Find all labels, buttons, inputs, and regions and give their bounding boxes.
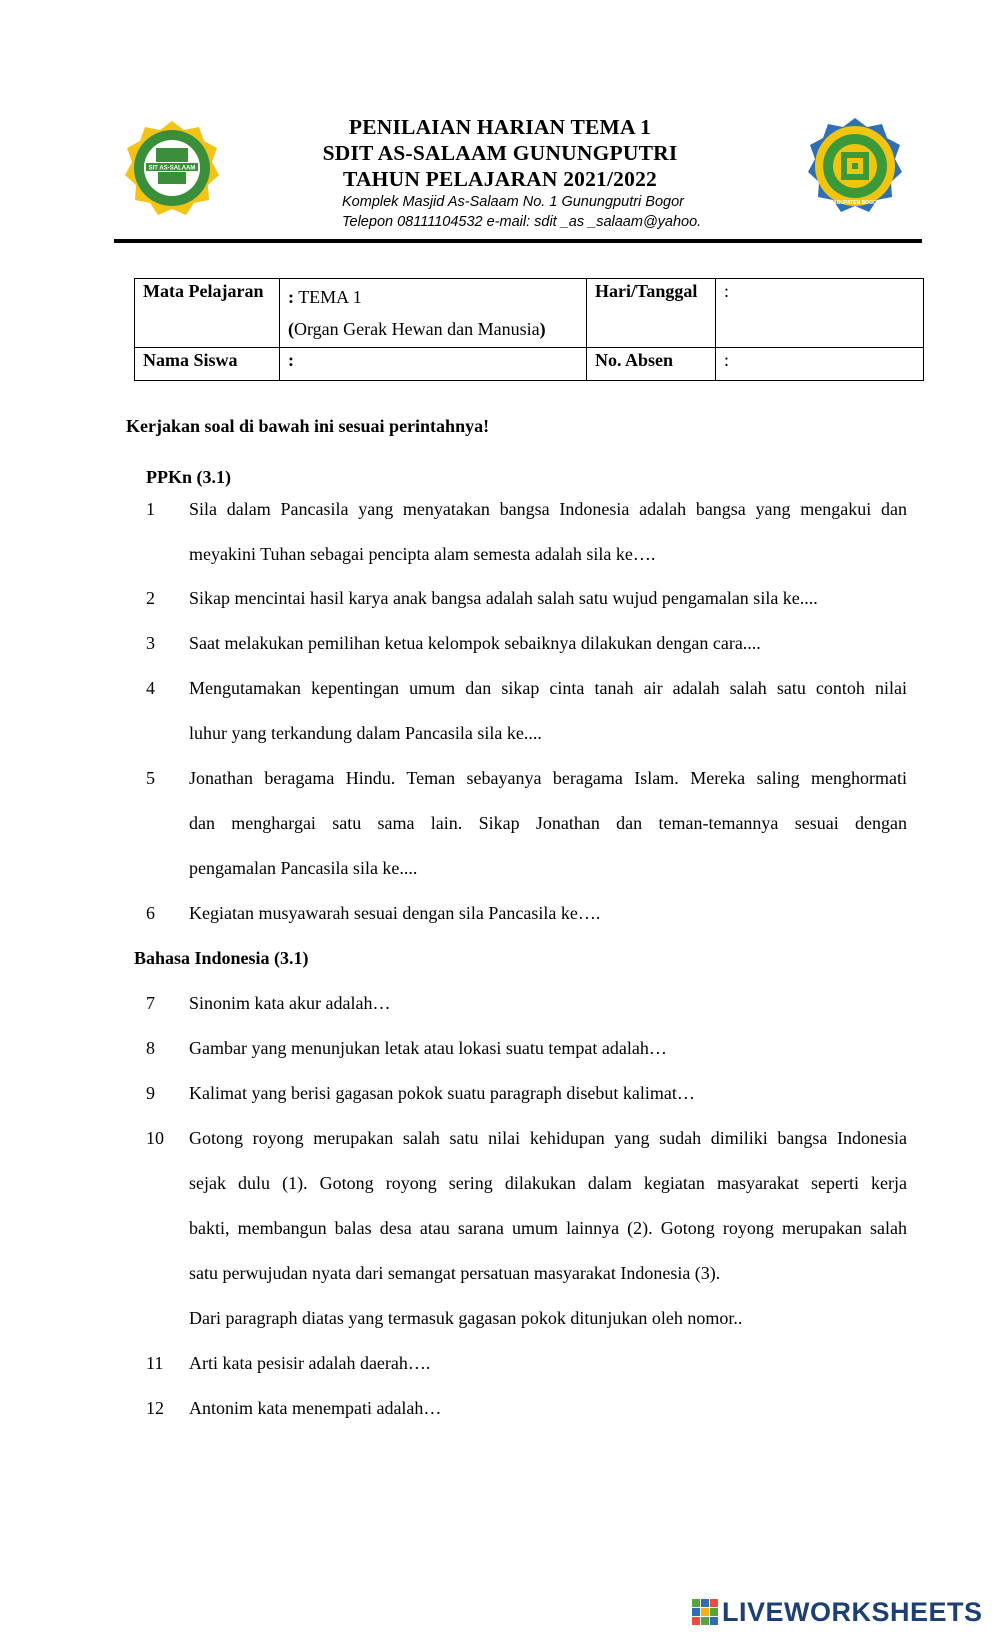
absen-value[interactable]: : xyxy=(716,348,924,381)
question-10-line-2: sejak dulu (1). Gotong royong sering dilakukan dalam kegiatan masyarakat seperti kerja xyxy=(189,1173,907,1193)
subject-value: TEMA 1 xyxy=(298,287,362,307)
subject-paren-open: ( xyxy=(288,319,294,339)
absen-label: No. Absen xyxy=(587,348,716,381)
subject-detail: Organ Gerak Hewan dan Manusia xyxy=(294,319,540,339)
subject-colon: : xyxy=(288,287,294,307)
question-1-line-1: Sila dalam Pancasila yang menyatakan bangsa Indonesia adalah bangsa yang mengakui dan xyxy=(189,499,907,519)
header-contact: Telepon 08111104532 e-mail: sdit _as _salaam@yahoo. xyxy=(342,214,702,230)
question-5-line-3: pengamalan Pancasila sila ke.... xyxy=(189,858,418,878)
question-10-line-3: bakti, membangun balas desa atau sarana umum lainnya (2). Gotong royong merupakan salah xyxy=(189,1218,907,1238)
question-number: 8 xyxy=(146,1038,155,1058)
question-6-line-1: Kegiatan musyawarah sesuai dengan sila Pancasila ke…. xyxy=(189,903,601,923)
section-bahasa: Bahasa Indonesia (3.1) xyxy=(134,948,309,968)
section-ppkn: PPKn (3.1) xyxy=(146,467,231,487)
question-number: 10 xyxy=(146,1128,164,1148)
question-4-line-1: Mengutamakan kepentingan umum dan sikap cinta tanah air adalah salah satu contoh nilai xyxy=(189,678,907,698)
question-number: 11 xyxy=(146,1353,164,1373)
question-number: 6 xyxy=(146,903,155,923)
question-4-line-2: luhur yang terkandung dalam Pancasila sila ke.... xyxy=(189,723,542,743)
header-title-2: SDIT AS-SALAAM GUNUNGPUTRI xyxy=(322,141,678,165)
question-5-line-2: dan menghargai satu sama lain. Sikap Jonathan dan teman-temannya sesuai dengan xyxy=(189,813,907,833)
question-2-line-1: Sikap mencintai hasil karya anak bangsa adalah salah satu wujud pengamalan sila ke.... xyxy=(189,588,818,608)
subject-paren-close: ) xyxy=(539,319,546,339)
question-10-line-5: Dari paragraph diatas yang termasuk gagasan pokok ditunjukan oleh nomor.. xyxy=(189,1308,743,1328)
student-info-table xyxy=(134,278,924,381)
date-value[interactable]: : xyxy=(716,279,924,348)
question-9-line-1: Kalimat yang berisi gagasan pokok suatu paragraph disebut kalimat… xyxy=(189,1083,695,1103)
liveworksheets-brand[interactable] xyxy=(692,1597,983,1627)
question-7-line-1: Sinonim kata akur adalah… xyxy=(189,993,391,1013)
liveworksheets-text: LIVEWORKSHEETS xyxy=(722,1596,983,1627)
logo-right-label: KABUPATEN BOGOR xyxy=(829,200,881,206)
question-10-line-1: Gotong royong merupakan salah satu nilai kehidupan yang sudah dimiliki bangsa Indonesia xyxy=(189,1128,907,1148)
question-number: 12 xyxy=(146,1398,164,1418)
date-label: Hari/Tanggal xyxy=(587,279,716,348)
header-rule xyxy=(114,239,922,243)
name-label: Nama Siswa xyxy=(135,348,280,381)
subject-value-cell xyxy=(280,279,587,348)
question-5-line-1: Jonathan beragama Hindu. Teman sebayanya beragama Islam. Mereka saling menghormati xyxy=(189,768,907,788)
question-number: 4 xyxy=(146,678,155,698)
question-number: 5 xyxy=(146,768,155,788)
question-1-line-2: meyakini Tuhan sebagai pencipta alam semesta adalah sila ke…. xyxy=(189,544,656,564)
liveworksheets-logo-icon xyxy=(692,1599,718,1625)
question-10-line-4: satu perwujudan nyata dari semangat persatuan masyarakat Indonesia (3). xyxy=(189,1263,721,1283)
header-title-3: TAHUN PELAJARAN 2021/2022 xyxy=(343,167,657,191)
question-number: 7 xyxy=(146,993,155,1013)
instruction: Kerjakan soal di bawah ini sesuai perintahnya! xyxy=(126,416,490,436)
question-number: 1 xyxy=(146,499,155,519)
logo-left-label: SIT AS-SALAAM xyxy=(148,165,196,172)
question-number: 3 xyxy=(146,633,155,653)
question-number: 2 xyxy=(146,588,155,608)
name-value[interactable]: : xyxy=(280,348,587,381)
subject-label: Mata Pelajaran xyxy=(135,279,280,348)
question-8-line-1: Gambar yang menunjukan letak atau lokasi suatu tempat adalah… xyxy=(189,1038,667,1058)
question-3-line-1: Saat melakukan pemilihan ketua kelompok sebaiknya dilakukan dengan cara.... xyxy=(189,633,761,653)
header-title-1: PENILAIAN HARIAN TEMA 1 xyxy=(348,115,652,139)
question-number: 9 xyxy=(146,1083,155,1103)
header-address: Komplek Masjid As-Salaam No. 1 Gunungputri Bogor xyxy=(342,194,684,210)
question-12-line-1: Antonim kata menempati adalah… xyxy=(189,1398,442,1418)
question-11-line-1: Arti kata pesisir adalah daerah…. xyxy=(189,1353,431,1373)
